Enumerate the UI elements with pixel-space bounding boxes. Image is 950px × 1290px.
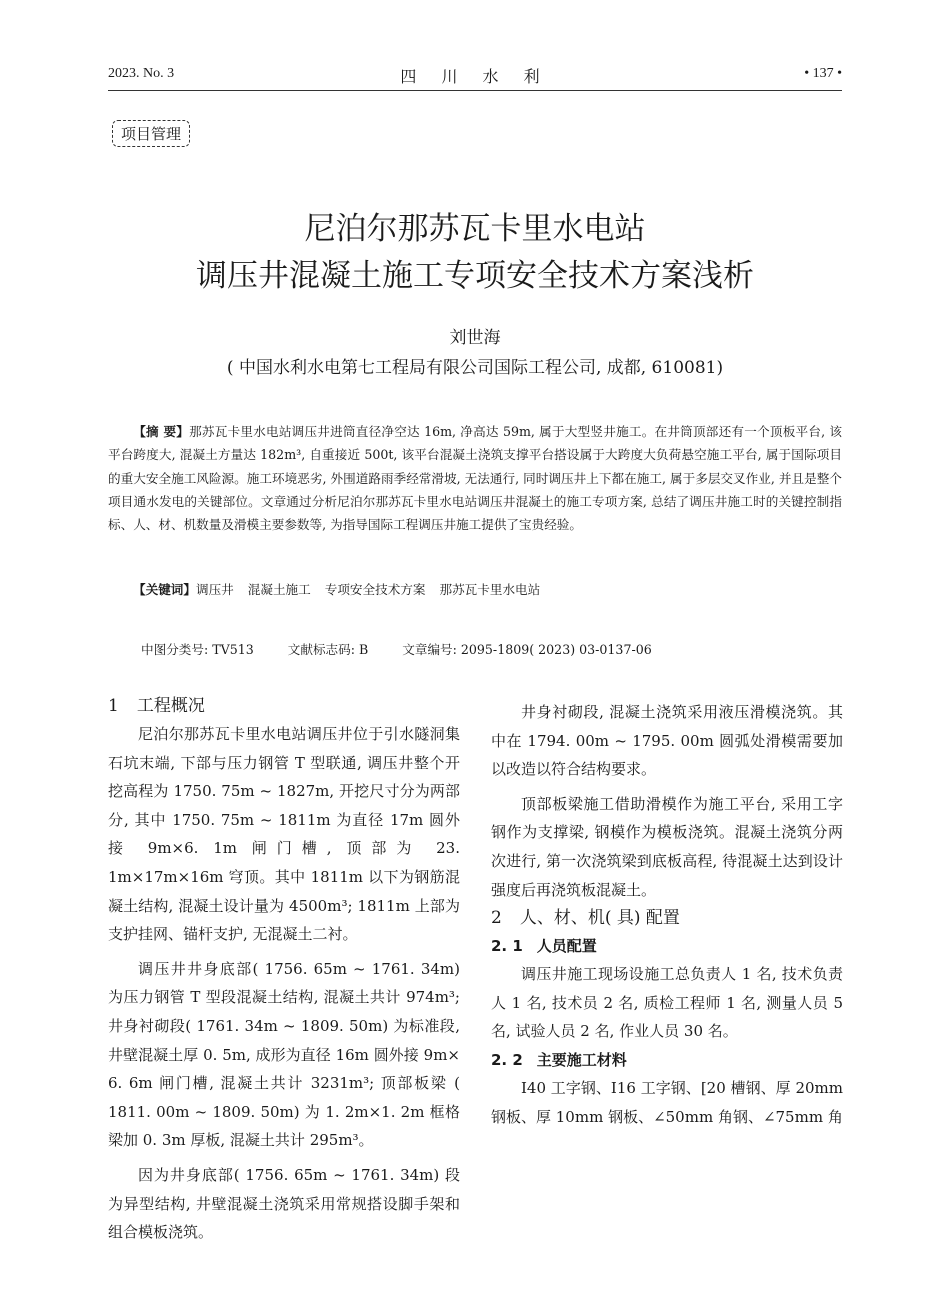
author-name: 刘世海 [449,328,501,348]
paragraph: 调压井施工现场设施工总负责人 1 名, 技术负责人 1 名, 技术员 2 名, 质检工程师 1 名, 测量人员 5 名, 试验人员 2 名, 作业人员 30 名。 [491,965,843,1041]
body-column-right [491,692,843,1131]
keyword: 专项安全技术方案 [324,582,426,597]
abstract [108,420,842,536]
keyword: 调压井 [195,582,234,597]
article-title-line2: 调压井混凝土施工专项安全技术方案浅析 [196,258,754,294]
paragraph: 井身衬砌段, 混凝土浇筑采用液压滑模浇筑。其中在 1794. 00m ~ 1795. 00m 圆弧处滑模需要加以改造以符合结构要求。 [491,703,843,779]
article-number: 文章编号: 2095-1809( 2023) 03-0137-06 [402,642,652,657]
abstract-label: 【摘 要】 [133,424,190,439]
section-heading-1: 1 工程概况 [108,696,205,716]
paragraph: 调压井井身底部( 1756. 65m ~ 1761. 34m) 为压力钢管 T 型段混凝土结构, 混凝土共计 974m³; 井身衬砌段( 1761. 34m ~ 1809. 50m) 为标准段, 井壁混凝土厚 0. 5m, 成形为直径 16m 圆外接 9m× 6. 6m 闸门槽, 混凝土共计 3231m³; 顶部板梁 ( 1811. 00m ~ 1809. 50m) 为 1. 2m×1. 2m 框格梁加 0. 3m 厚板, 混凝土共计 295m³。 [108,959,460,1150]
section-heading-2: 2 人、材、机( 具) 配置 [491,908,680,929]
abstract-text: 那苏瓦卡里水电站调压井进筒直径净空达 16m, 净高达 59m, 属于大型竖井施工。在井筒顶部还有一个顶板平台, 该平台跨度大, 混凝土方量达 182m³, 自重接近 500t, 该平台混凝土浇筑支撑平台搭设属于大跨度大负荷悬空施工平台, 属于国际项目的重大安全施工风险源。施工环境恶劣, 外围道路雨季经常滑坡, 无法通行, 同时调压井上下都在施工, 属于多层交叉作业, 并且是整个项目通水发电的关键部位。文章通过分析尼泊尔那苏瓦卡里水电站调压井混凝土的施工专项方案, 总结了调压井施工时的关键控制指标、人、材、机数量及滑模主要参数等, 为指导国际工程调压井施工提供了宝贵经验。 [108,424,842,533]
running-header [108,62,842,91]
keyword: 那苏瓦卡里水电站 [439,582,541,597]
body-column-left [108,692,460,1247]
paragraph: 因为井身底部( 1756. 65m ~ 1761. 34m) 段为异型结构, 井壁混凝土浇筑采用常规搭设脚手架和组合模板浇筑。 [108,1165,460,1242]
journal-name: 四 川 水 利 [400,67,550,86]
paragraph: 顶部板梁施工借助滑模作为施工平台, 采用工字钢作为支撑梁, 钢模作为模板浇筑。混凝土浇筑分两次进行, 第一次浇筑梁到底板高程, 待混凝土达到设计强度后再浇筑板混凝土。 [491,794,843,899]
document-code: 文献标志码: B [287,642,369,657]
page-number: • 137 • [804,66,842,81]
article-title-line1: 尼泊尔那苏瓦卡里水电站 [304,211,646,247]
author-affiliation: ( 中国水利水电第七工程局有限公司国际工程公司, 成都, 610081) [226,358,724,378]
keyword: 混凝土施工 [247,582,311,597]
paragraph: I40 工字钢、I16 工字钢、[20 槽钢、厚 20mm 钢板、厚 10mm 钢板、∠50mm 角钢、∠75mm 角 [491,1078,843,1126]
subsection-heading-2-2: 2. 2 主要施工材料 [491,1050,627,1069]
keywords [133,579,554,598]
keywords-label: 【关键词】 [133,582,196,597]
subsection-heading-2-1: 2. 1 人员配置 [491,937,597,956]
classification-line [141,639,682,658]
section-tag: 项目管理 [112,120,190,147]
paragraph: 尼泊尔那苏瓦卡里水电站调压井位于引水隧洞集石坑末端, 下部与压力钢管 T 型联通, 调压井整个开挖高程为 1750. 75m ~ 1827m, 开挖尺寸分为两部分, 其中 1750. 75m ~ 1811m 为直径 17m 圆外接 9m×6. 1m 闸门槽, 顶部为 23. 1m×17m×16m 穹顶。其中 1811m 以下为钢筋混凝土结构, 混凝土设计量为 4500m³; 1811m 上部为支护挂网、锚杆支护, 无混凝土二衬。 [108,725,460,944]
issue-number: 2023. No. 3 [108,66,175,81]
clc-number: 中图分类号: TV513 [141,642,254,657]
